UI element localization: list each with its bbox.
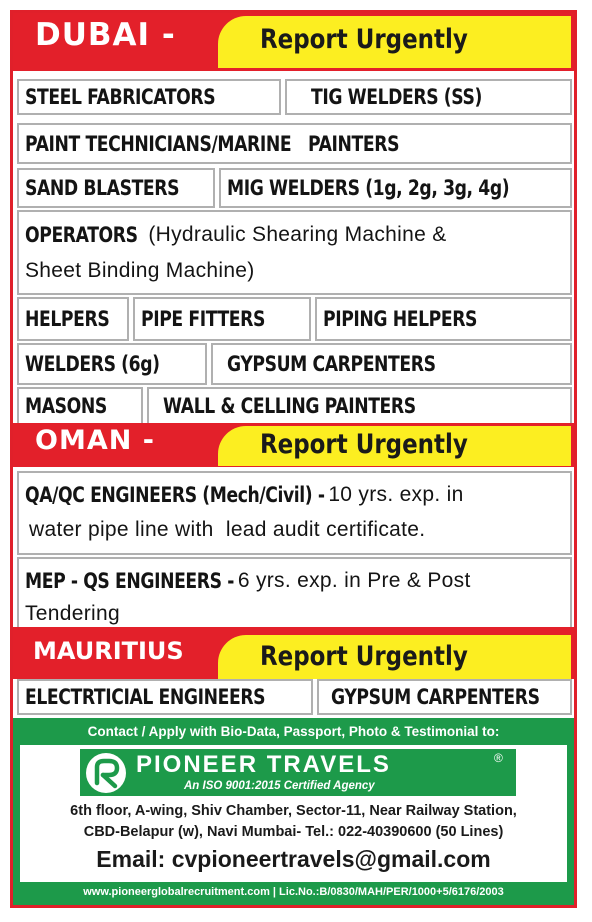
job-piping-helpers: PIPING HELPERS <box>315 297 572 341</box>
job-qa-qc-engineers <box>17 471 572 555</box>
dubai-row-6 <box>17 387 572 425</box>
address-line-2: CBD-Belapur (w), Navi Mumbai- Tel.: 022-40390600 (50 Lines) <box>83 824 504 840</box>
oman-banner <box>13 423 574 467</box>
mauritius-status-text: Report Urgently <box>260 641 468 672</box>
qa-detail-line2: water pipe line with lead audit certificate. <box>29 518 426 541</box>
mep-detail-line2: Tendering <box>25 602 120 625</box>
pioneer-logo-icon <box>86 753 126 793</box>
dubai-status-pill <box>218 16 571 68</box>
dubai-row-operators <box>17 210 572 295</box>
job-sand-blasters: SAND BLASTERS <box>17 168 215 208</box>
job-electrical-engineers: ELECTRTICIAL ENGINEERS <box>17 679 313 715</box>
dubai-row-3 <box>17 168 572 208</box>
dubai-row-5 <box>17 343 572 385</box>
operators-detail-line2: Sheet Binding Machine) <box>25 259 255 282</box>
job-mep-qs-engineers <box>17 557 572 633</box>
oman-status-text: Report Urgently <box>260 429 468 460</box>
dubai-status-text: Report Urgently <box>260 24 468 55</box>
address-line-1: 6th floor, A-wing, Shiv Chamber, Sector-11, Near Railway Station, <box>70 803 517 819</box>
contact-footer <box>13 718 574 905</box>
dubai-row-4 <box>17 297 572 341</box>
mauritius-status-pill <box>218 635 571 679</box>
oman-row-mep <box>17 557 572 633</box>
oman-row-qa <box>17 471 572 555</box>
job-gypsum-carpenters-mauritius: GYPSUM CARPENTERS <box>317 679 572 715</box>
job-helpers: HELPERS <box>17 297 129 341</box>
qa-title: QA/QC ENGINEERS (Mech/Civil) - <box>25 483 325 507</box>
mauritius-row <box>17 679 572 715</box>
job-welders-6g: WELDERS (6g) <box>17 343 207 385</box>
job-mig-welders: MIG WELDERS (1g, 2g, 3g, 4g) <box>219 168 572 208</box>
operators-title: OPERATORS <box>25 222 138 247</box>
job-advertisement <box>10 10 577 908</box>
website-license[interactable]: www.pioneerglobalrecruitment.com | Lic.No.:B/0830/MAH/PER/1000+5/6176/2003 <box>83 886 504 898</box>
job-pipe-fitters: PIPE FITTERS <box>133 297 311 341</box>
contact-email[interactable]: Email: cvpioneertravels@gmail.com <box>96 846 491 872</box>
mep-detail: 6 yrs. exp. in Pre & Post <box>237 569 471 592</box>
job-wall-celling-painters: WALL & CELLING PAINTERS <box>147 387 572 425</box>
dubai-banner <box>13 13 574 71</box>
dubai-row-1 <box>17 79 572 115</box>
job-gypsum-carpenters-dubai: GYPSUM CARPENTERS <box>211 343 572 385</box>
company-name: PIONEER TRAVELS <box>136 751 391 778</box>
job-masons: MASONS <box>17 387 143 425</box>
dubai-row-2 <box>17 123 572 164</box>
job-operators <box>17 210 572 295</box>
job-tig-welders: TIG WELDERS (SS) <box>285 79 572 115</box>
registered-mark: ® <box>494 751 503 765</box>
iso-certification: An ISO 9001:2015 Certified Agency <box>184 780 375 792</box>
job-paint-technicians: PAINT TECHNICIANS/MARINE PAINTERS <box>17 123 572 164</box>
mauritius-banner <box>13 627 574 679</box>
qa-detail: 10 yrs. exp. in <box>328 483 464 506</box>
dubai-country-title: DUBAI - <box>35 17 176 53</box>
oman-status-pill <box>218 426 571 466</box>
pioneer-travels-logo <box>80 749 516 796</box>
oman-country-title: OMAN - <box>35 425 155 456</box>
mauritius-country-title: MAURITIUS <box>33 637 184 665</box>
company-info-panel <box>20 745 567 882</box>
contact-instructions: Contact / Apply with Bio-Data, Passport, Photo & Testimonial to: <box>87 724 500 739</box>
mep-title: MEP - QS ENGINEERS - <box>25 569 234 593</box>
job-steel-fabricators: STEEL FABRICATORS <box>17 79 281 115</box>
operators-detail: (Hydraulic Shearing Machine & <box>148 222 447 246</box>
